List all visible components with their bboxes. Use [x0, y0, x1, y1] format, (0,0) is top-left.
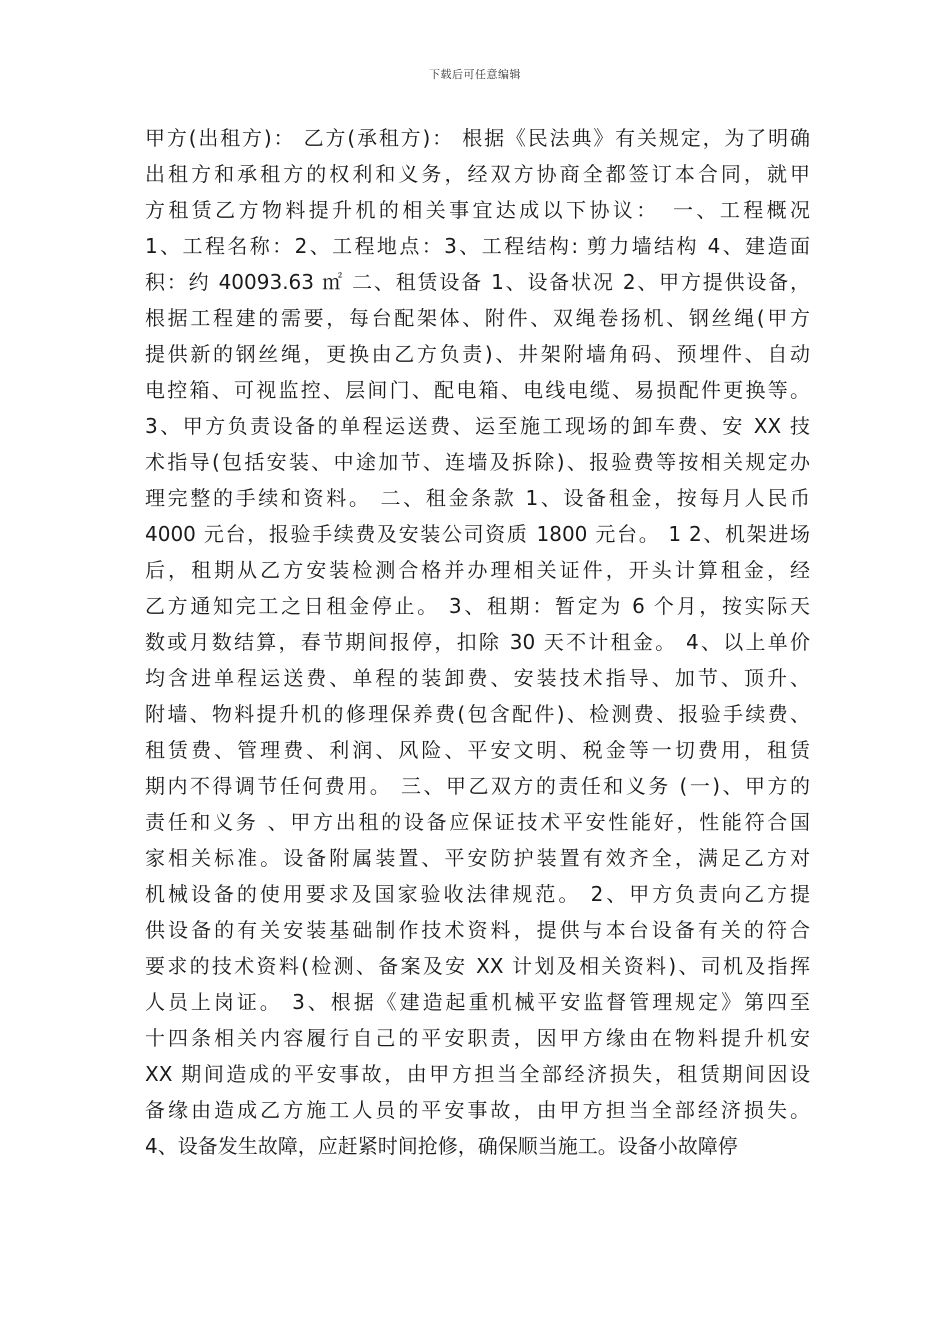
- text-line: 提供新的钢丝绳，更换由乙方负责)、井架附墙角码、预埋件、自动: [145, 342, 810, 366]
- text-line: 租赁费、管理费、利润、风险、平安文明、税金等一切费用，租赁: [145, 738, 810, 762]
- text-line: 出租方和承租方的权利和义务，经双方协商全都签订本合同，就甲: [145, 162, 810, 186]
- text-line: 机械设备的使用要求及国家验收法律规范。 2、甲方负责向乙方提: [145, 882, 810, 906]
- text-line: 家相关标准。设备附属装置、平安防护装置有效齐全，满足乙方对: [145, 846, 810, 870]
- text-line: 1、工程名称：2、工程地点：3、工程结构: 剪力墙结构 4、建造面: [145, 234, 810, 258]
- text-line: 十四条相关内容履行自己的平安职责，因甲方缘由在物料提升机安: [145, 1026, 810, 1050]
- text-line: 备缘由造成乙方施工人员的平安事故，由甲方担当全部经济损失。: [145, 1098, 810, 1122]
- contract-body: [145, 120, 810, 1164]
- text-line: 3、甲方负责设备的单程运送费、运至施工现场的卸车费、安 XX 技: [145, 414, 810, 438]
- text-line: 4、设备发生故障，应赶紧时间抢修，确保顺当施工。设备小故障停: [145, 1134, 738, 1158]
- text-line: 人员上岗证。 3、根据《建造起重机械平安监督管理规定》第四至: [145, 990, 810, 1014]
- text-line: 供设备的有关安装基础制作技术资料，提供与本台设备有关的符合: [145, 918, 810, 942]
- text-line: 电控箱、可视监控、层间门、配电箱、电线电缆、易损配件更换等。: [145, 378, 810, 402]
- text-line: 附墙、物料提升机的修理保养费(包含配件)、检测费、报验手续费、: [145, 702, 810, 726]
- text-line: 要求的技术资料(检测、备案及安 XX 计划及相关资料)、司机及指挥: [145, 954, 810, 978]
- text-line: 根据工程建的需要，每台配架体、附件、双绳卷扬机、钢丝绳(甲方: [145, 306, 810, 330]
- header-note: 下载后可任意编辑: [429, 68, 521, 81]
- text-line: 期内不得调节任何费用。 三、甲乙双方的责任和义务 (一)、甲方的: [145, 774, 810, 798]
- text-line: 4000 元台，报验手续费及安装公司资质 1800 元台。 1 2、机架进场: [145, 522, 810, 546]
- text-line: 均含进单程运送费、单程的装卸费、安装技术指导、加节、顶升、: [145, 666, 810, 690]
- text-line: 甲方(出租方)： 乙方(承租方)： 根据《民法典》有关规定，为了明确: [145, 126, 810, 150]
- text-line: 术指导(包括安装、中途加节、连墙及拆除)、报验费等按相关规定办: [145, 450, 810, 474]
- text-line: 理完整的手续和资料。 二、租金条款 1、设备租金，按每月人民币: [145, 486, 810, 510]
- text-line: XX 期间造成的平安事故，由甲方担当全部经济损失，租赁期间因设: [145, 1062, 810, 1086]
- text-line: 数或月数结算，春节期间报停，扣除 30 天不计租金。 4、以上单价: [145, 630, 810, 654]
- text-line: 乙方通知完工之日租金停止。 3、租期：暂定为 6 个月，按实际天: [145, 594, 810, 618]
- text-line: 积：约 40093.63 ㎡ 二、租赁设备 1、设备状况 2、甲方提供设备，: [145, 270, 810, 294]
- text-line: 方租赁乙方物料提升机的相关事宜达成以下协议： 一、工程概况: [145, 198, 810, 222]
- text-line: 责任和义务 、甲方出租的设备应保证技术平安性能好，性能符合国: [145, 810, 810, 834]
- text-line: 后，租期从乙方安装检测合格并办理相关证件，开头计算租金，经: [145, 558, 810, 582]
